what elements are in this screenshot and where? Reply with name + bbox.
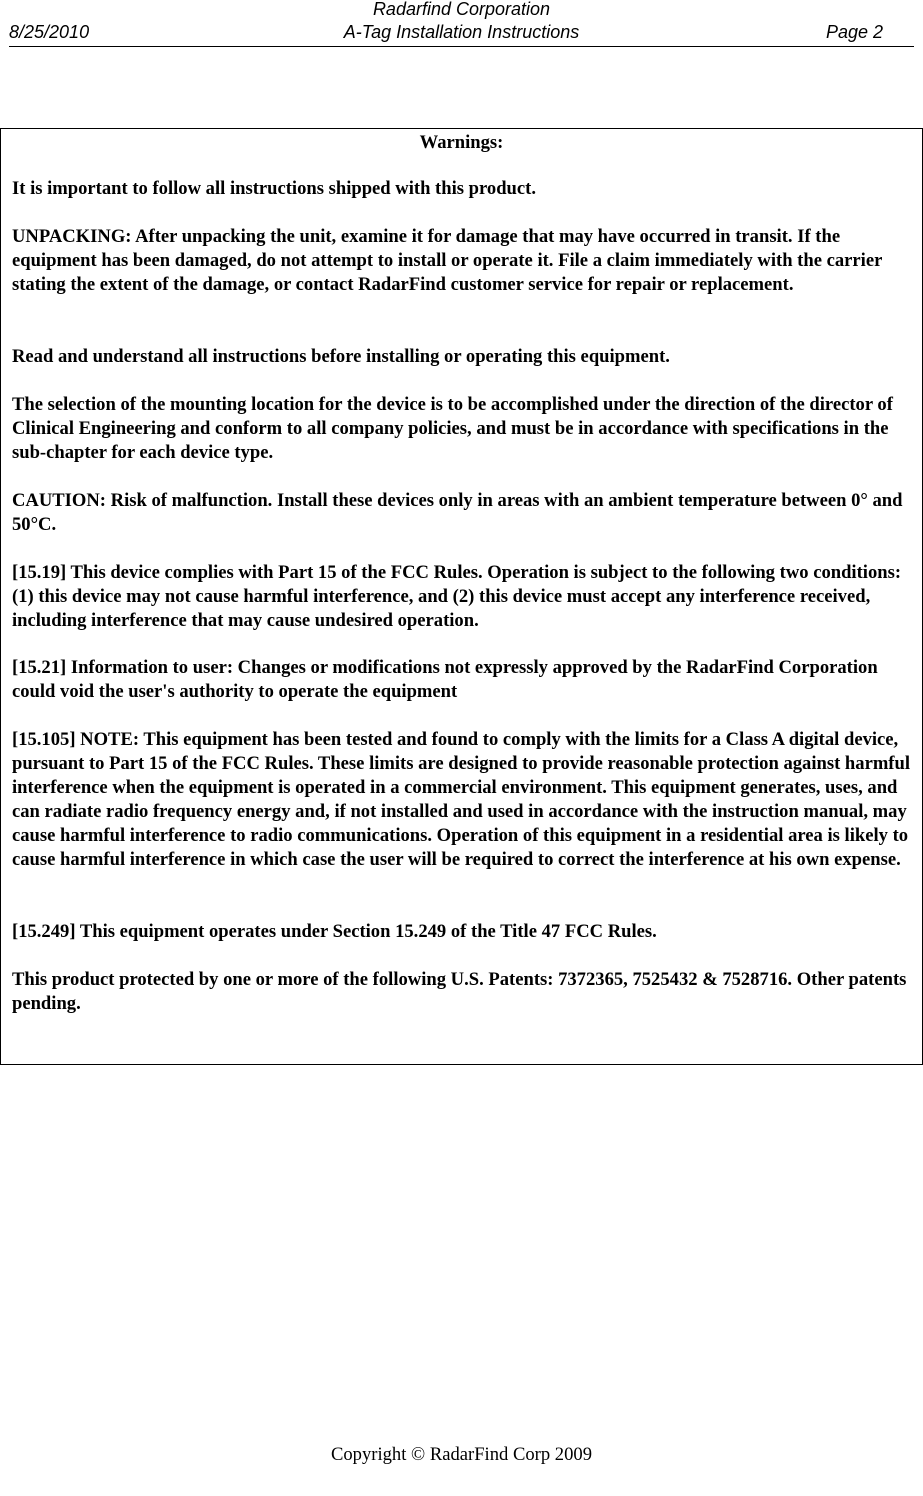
warning-paragraph: CAUTION: Risk of malfunction. Install these devices only in areas with an ambient temperature between 0° and 50°C. xyxy=(12,490,903,535)
header-page-number: Page 2 xyxy=(825,22,883,42)
header-date: 8/25/2010 xyxy=(9,22,90,42)
page-header xyxy=(9,0,914,47)
warning-paragraph: Read and understand all instructions before installing or operating this equipment. xyxy=(12,346,670,367)
warnings-box xyxy=(0,128,923,1065)
footer-copyright: Copyright © RadarFind Corp 2009 xyxy=(330,1444,592,1465)
header-title: A-Tag Installation Instructions xyxy=(343,22,580,42)
warnings-title: Warnings: xyxy=(419,132,504,153)
warning-paragraph: [15.21] Information to user: Changes or modifications not expressly approved by the RadarFind Corporation could void the user's authority to operate the equipment xyxy=(12,657,878,702)
warning-paragraph: It is important to follow all instructions shipped with this product. xyxy=(12,178,536,199)
warning-paragraph: UNPACKING: After unpacking the unit, examine it for damage that may have occurred in transit. If the equipment has been damaged, do not attempt to install or operate it. File a claim immediately with the carrier stating the extent of the damage, or contact RadarFind customer service for repair or replacement. xyxy=(12,226,883,295)
warning-paragraph: This product protected by one or more of the following U.S. Patents: 7372365, 7525432 & 7528716. Other patents pending. xyxy=(12,969,907,1014)
warning-paragraph: [15.249] This equipment operates under Section 15.249 of the Title 47 FCC Rules. xyxy=(12,921,657,942)
warning-paragraph: [15.19] This device complies with Part 15 of the FCC Rules. Operation is subject to the following two conditions: (1) this device may not cause harmful interference, and (2) this device must accept any interference received, including interference that may cause undesired operation. xyxy=(12,562,902,631)
warning-paragraph: The selection of the mounting location for the device is to be accomplished under the direction of the director of Clinical Engineering and conform to all company policies, and must be in accordance with specifications in the sub-chapter for each device type. xyxy=(12,394,893,463)
header-company: Radarfind Corporation xyxy=(372,0,551,19)
warning-paragraph: [15.105] NOTE: This equipment has been tested and found to comply with the limits for a Class A digital device, pursuant to Part 15 of the FCC Rules. These limits are designed to provide reasonable protection against harmful interference when the equipment is operated in a commercial environment. This equipment generates, uses, and can radiate radio frequency energy and, if not installed and used in accordance with the instruction manual, may cause harmful interference to radio communications. Operation of this equipment in a residential area is likely to cause harmful interference in which case the user will be required to correct the interference at his own expense. xyxy=(12,729,911,870)
